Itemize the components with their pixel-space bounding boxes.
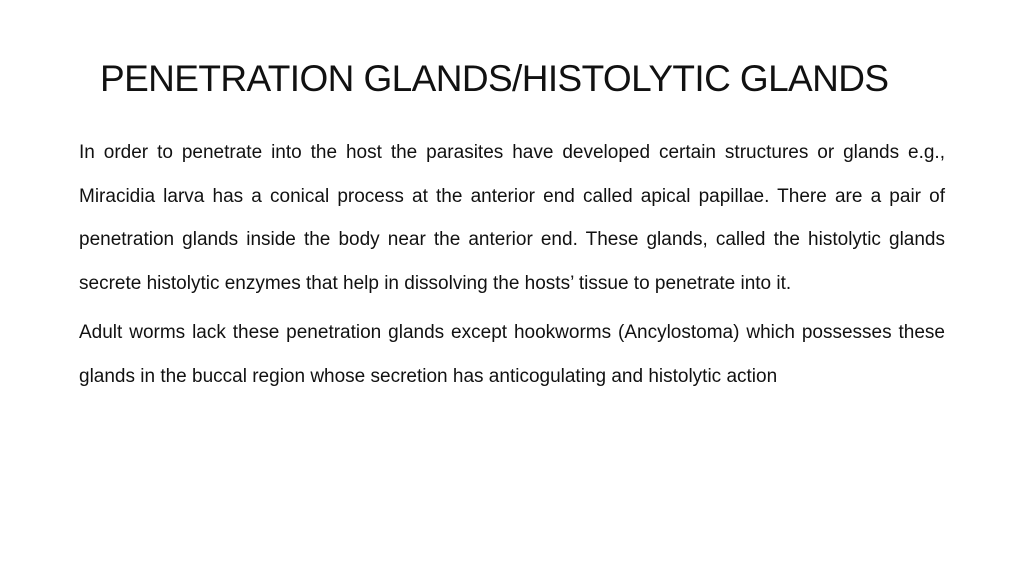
body-paragraph-2: Adult worms lack these penetration glands except hookworms (Ancylostoma) which possesses these glands in the buccal region whose secretion has anticogulating and histolytic action [79, 322, 945, 387]
slide-title: PENETRATION GLANDS/HISTOLYTIC GLANDS [100, 58, 889, 99]
body-paragraph-1: In order to penetrate into the host the parasites have developed certain structures or glands e.g., Miracidia larva has a conical process at the anterior end called apical papillae. There are a pair of penetration glands inside the body near the anterior end. These glands, called the histolytic glands secrete histolytic enzymes that help in dissolving the hosts’ tissue to penetrate into it. [79, 142, 945, 294]
slide-body [79, 131, 945, 405]
